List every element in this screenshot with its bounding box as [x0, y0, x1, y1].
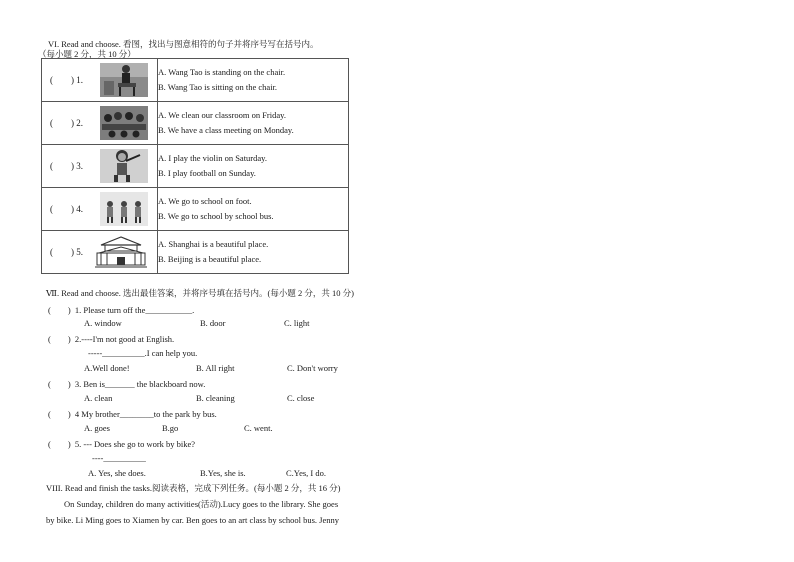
q2-option-a: A.Well done!	[84, 363, 130, 373]
question-4: ( ) 4 My brother________to the park by bus.	[48, 409, 217, 419]
option-a: A. We clean our classroom on Friday.	[158, 110, 286, 120]
section6-points: （每小题 2 分，共 10 分）	[38, 49, 136, 59]
section7-title: Ⅶ. Read and choose. 选出最佳答案，并将序号填在括号内。(每小题 2 分，共 10 分)	[46, 288, 354, 298]
q1-option-b: B. door	[200, 318, 226, 328]
option-b: B. Beijing is a beautiful place.	[158, 254, 262, 264]
option-a: A. Shanghai is a beautiful place.	[158, 239, 269, 249]
reading-paragraph-line-2: by bike. Li Ming goes to Xiamen by car. Ben goes to an art class by school bus. Jenny	[46, 515, 339, 525]
question-3: ( ) 3. Ben is_______ the blackboard now.	[48, 379, 206, 389]
q1-option-a: A. window	[84, 318, 122, 328]
girl-violin-picture-icon	[98, 147, 150, 185]
q5-option-c: C.Yes, I do.	[286, 468, 326, 478]
answer-paren[interactable]: ( ) 1.	[50, 75, 83, 85]
answer-paren[interactable]: ( ) 3.	[50, 161, 83, 171]
option-a: A. Wang Tao is standing on the chair.	[158, 67, 286, 77]
q4-option-a: A. goes	[84, 423, 110, 433]
table-row	[42, 188, 349, 231]
boy-on-chair-picture-icon	[98, 61, 150, 99]
q1-option-c: C. light	[284, 318, 310, 328]
q5-option-a: A. Yes, she does.	[88, 468, 146, 478]
q5-option-b: B.Yes, she is.	[200, 468, 246, 478]
section8-title: VIII. Read and finish the tasks.阅读表格，完成下列任务。(每小题 2 分，共 16 分)	[46, 483, 341, 493]
tiananmen-picture-icon	[90, 233, 152, 271]
option-b: B. We have a class meeting on Monday.	[158, 125, 294, 135]
option-a: A. We go to school on foot.	[158, 196, 252, 206]
option-b: B. I play football on Sunday.	[158, 168, 256, 178]
children-walking-picture-icon	[98, 190, 150, 228]
option-b: B. We go to school by school bus.	[158, 211, 274, 221]
question-2: ( ) 2.----I'm not good at English.	[48, 334, 175, 344]
q5-response-line: ----__________	[92, 453, 146, 463]
q4-option-b: B.go	[162, 423, 179, 433]
table-row	[42, 145, 349, 188]
q4-option-c: C. went.	[244, 423, 273, 433]
answer-paren[interactable]: ( ) 4.	[50, 204, 83, 214]
table-row	[42, 231, 349, 274]
q3-option-b: B. cleaning	[196, 393, 235, 403]
table-row	[42, 102, 349, 145]
option-b: B. Wang Tao is sitting on the chair.	[158, 82, 278, 92]
class-meeting-picture-icon	[98, 104, 150, 142]
q3-option-c: C. close	[287, 393, 315, 403]
reading-paragraph-line-1: On Sunday, children do many activities(活动).Lucy goes to the library. She goes	[64, 499, 339, 509]
option-a: A. I play the violin on Saturday.	[158, 153, 267, 163]
section6-title: VI. Read and choose. 看图，找出与图意相符的句子并将序号写在括号内。	[48, 39, 319, 49]
q2-option-c: C. Don't worry	[287, 363, 338, 373]
answer-paren[interactable]: ( ) 2.	[50, 118, 83, 128]
table-row	[42, 59, 349, 102]
q3-option-a: A. clean	[84, 393, 113, 403]
question-5: ( ) 5. --- Does she go to work by bike?	[48, 439, 196, 449]
q2-option-b: B. All right	[196, 363, 235, 373]
picture-match-table	[41, 58, 349, 274]
question-1: ( ) 1. Please turn off the___________.	[48, 305, 195, 315]
q2-response-line: -----__________.I can help you.	[88, 348, 198, 358]
answer-paren[interactable]: ( ) 5.	[50, 247, 83, 257]
